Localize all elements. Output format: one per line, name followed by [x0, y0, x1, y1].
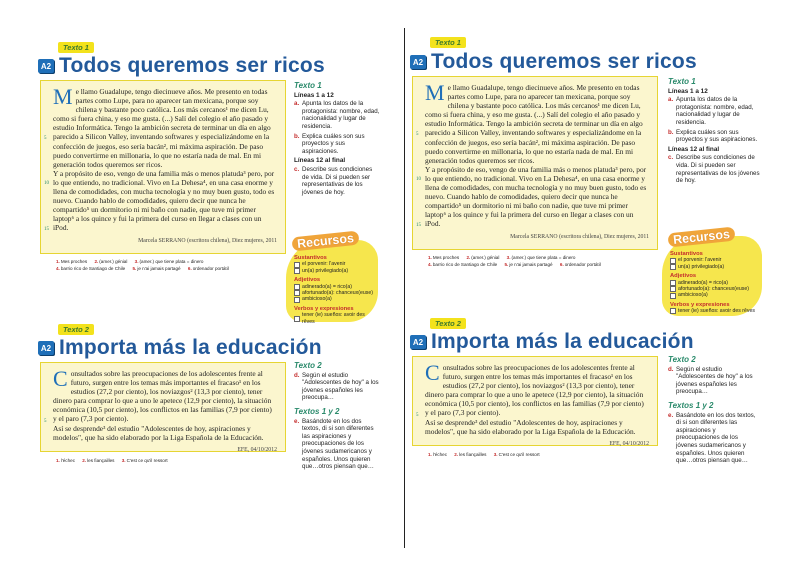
text1-paragraph-2: Y a propósito de eso, vengo de una familia más o menos platuda³ pero, por lo que entiendo, no tradicional. Vivo en La Dehesa⁴, en una casa enorme y llena de comodidades, con mucha tecnología y no muy buen gusto, todo es nuevo. Cuando hablo de comodidades, quiero decir que nunca he compartido⁵ un dormitorio ni mi baño con nadie, que tuve mi primer laptop⁶ a los quince y fui la primera del curso en llegar a clases con un iPod.	[53, 168, 275, 233]
questions-texto2: Texto 2 d. Según el estudio "Adolescentes de hoy" a los jóvenes españoles les preocupa… Textos 1 y 2 e. Basándote en los dos textos, di si son diferentes las aspiraciones y preocupaciones de los jóvenes sudamericanos y españoles. Unos quieren que…otros piensan que…	[294, 361, 379, 471]
title1: Todos queremos ser ricos	[431, 50, 697, 73]
checkbox-icon	[294, 290, 300, 296]
title2: Importa más la educación	[59, 336, 322, 359]
recursos-title: Recursos	[291, 231, 359, 252]
text2-box	[412, 356, 658, 446]
texto2-tag: Texto 2	[58, 324, 94, 335]
line-number-15: 15	[44, 227, 49, 232]
checkbox-icon	[670, 280, 676, 286]
questions-texto1: Texto 1 Líneas 1 a 12 a. Apunta los datos de la protagonista: nombre, edad, nacionalidad y lugar de residencia. b. Explica cuáles son sus proyectos y sus aspiraciones. Líneas 12 al final c. Describe sus condiciones de vida. Di si pueden ser representativas de los jóvenes de hoy.	[294, 81, 380, 196]
text2-box	[40, 362, 286, 452]
texto2-tag: Texto 2	[430, 318, 466, 329]
line-number-5: 5	[44, 419, 47, 424]
line-number-5: 5	[44, 136, 47, 141]
text1-credit: Marcela SERRANO (escritora chilena), Diez mujeres, 2011	[510, 233, 649, 240]
texto1-tag: Texto 1	[430, 37, 466, 48]
text2-footnotes: 1.l'échec 2.les fiançailles 3.C'est ce qu'il ressort	[428, 452, 540, 457]
text1-paragraph-1: e llamo Guadalupe, tengo diecinueve años. Me presento en todas partes como Lupe, para no aparecer tan mexicana, porque soy chilena y bastante poco católica. Los más cercanos¹ me dicen Lu, como si fuera china, y eso me gusta. (...) Salí del colegio el año pasado y estudio Informática. Tengo la ambición secreta de terminar un día en algo parecido a Silicon Valley, inventando softwares y especializándome en la confección de juegos, eso sería bacán², mi máxima aspiración. De paso puedo convertirme en millonaria, lo que no estaría nada de mal. En mi generación todos queremos ser ricos.	[425, 83, 643, 165]
texto1-tag: Texto 1	[58, 42, 94, 53]
checkbox-icon	[670, 258, 676, 264]
checkbox-icon	[670, 264, 676, 270]
checkbox-icon	[670, 308, 676, 314]
text2-paragraph-1: onsultados sobre las preocupaciones de los adolescentes frente al futuro, surgen entre los temas más importantes el fracaso¹ en los estudios (27,2 por ciento), los noviazgos² (13,3 por ciento), tener dinero para comprar lo que a uno le apetece (12,9 por ciento), la situación económica (10,5 por ciento), los conflictos en las familias (7,9 por ciento) y el paro (7,3 por ciento).	[425, 363, 644, 418]
text2-paragraph-1: onsultados sobre las preocupaciones de los adolescentes frente al futuro, surgen entre los temas más importantes el fracaso¹ en los estudios (27,2 por ciento), los noviazgos² (13,3 por ciento), tener dinero para comprar lo que a uno le apetece (12,9 por ciento), la situación económica (10,5 por ciento), los conflictos en las familias (7,9 por ciento) y el paro (7,3 por ciento).	[53, 369, 272, 424]
level-badge: A2	[410, 55, 426, 69]
text1-credit: Marcela SERRANO (escritora chilena), Diez mujeres, 2011	[138, 237, 277, 244]
title1: Todos queremos ser ricos	[59, 54, 325, 77]
text1-paragraph-1: e llamo Guadalupe, tengo diecinueve años. Me presento en todas partes como Lupe, para no aparecer tan mexicana, porque soy chilena y bastante poco católica. Los más cercanos¹ me dicen Lu, como si fuera china, y eso me gusta. (...) Salí del colegio el año pasado y estudio Informática. Tengo la ambición secreta de terminar un día en algo parecido a Silicon Valley, inventando softwares y especializándome en la confección de juegos, eso sería bacán², mi máxima aspiración. De paso puedo convertirme en millonaria, lo que no estaría nada de mal. En mi generación todos queremos ser ricos.	[53, 87, 271, 169]
title2: Importa más la educación	[431, 330, 694, 353]
title2-row	[410, 330, 694, 354]
dropcap: M	[53, 84, 73, 109]
line-number-10: 10	[44, 181, 49, 186]
text1-paragraph-2: Y a propósito de eso, vengo de una familia más o menos platuda³ pero, por lo que entiendo, no tradicional. Vivo en La Dehesa⁴, en una casa enorme y llena de comodidades, con mucha tecnología y no muy buen gusto, todo es nuevo. Cuando hablo de comodidades, quiero decir que nunca he compartido⁵ un dormitorio ni mi baño con nadie, que tuve mi primer laptop⁶ a los quince y fui la primera del curso en llegar a clases con un iPod.	[425, 164, 647, 229]
text2-credit: EFE, 04/10/2012	[237, 446, 277, 453]
level-badge: A2	[410, 335, 426, 349]
checkbox-icon	[294, 284, 300, 290]
checkbox-icon	[294, 262, 300, 268]
text2-footnotes: 1.l'échec 2.les fiançailles 3.C'est ce qu'il ressort	[56, 458, 168, 463]
checkbox-icon	[670, 286, 676, 292]
checkbox-icon	[294, 268, 300, 274]
line-number-15: 15	[416, 223, 421, 228]
checkbox-icon	[294, 297, 300, 303]
recursos-content: Sustantivos el porvenir: l'avenir un(a) privilegiado(a) Adjetivos adinerado(a) = rico(a) afortunado(a): chanceux(euse) ambicioso(a) Verbos y expresiones tener (ie) sueños: avoir des rêves	[294, 255, 373, 325]
text2-paragraph-2: Así se desprende³ del estudio "Adolescentes de hoy, aspiraciones y modelos", que ha sido elaborado por la Liga Española de la Educación.	[425, 417, 636, 436]
recursos-title: Recursos	[667, 227, 735, 248]
right-page	[400, 0, 800, 565]
text1-box	[40, 80, 286, 254]
line-number-10: 10	[416, 177, 421, 182]
text1-footnotes: 1.Mes proches 2.(amer.) génial 3.(amer.) que tiene plata = dinero	[428, 255, 576, 260]
checkbox-icon	[670, 293, 676, 299]
text2-credit: EFE, 04/10/2012	[609, 440, 649, 447]
checkbox-icon	[294, 316, 300, 322]
questions-texto2: Texto 2 d. Según el estudio "Adolescentes de hoy" a los jóvenes españoles les preocupa… Textos 1 y 2 e. Basándote en los dos textos, di si son diferentes las aspiraciones y preocupaciones de los jóvenes sudamericanos y españoles. Unos quieren que…otros piensan que…	[668, 355, 756, 465]
questions-texto1: Texto 1 Líneas 1 a 12 a. Apunta los datos de la protagonista: nombre, edad, nacionalidad y lugar de residencia. b. Explica cuáles son sus proyectos y sus aspiraciones. Líneas 12 al final c. Describe sus condiciones de vida. Di si pueden ser representativas de los jóvenes de hoy.	[668, 77, 760, 185]
title1-row	[38, 54, 325, 78]
text1-box	[412, 76, 658, 250]
line-number-5: 5	[416, 132, 419, 137]
text1-footnotes: 1.Mes proches 2.(amer.) génial 3.(amer.) que tiene plata = dinero	[56, 259, 204, 264]
text2-paragraph-2: Así se desprende³ del estudio "Adolescentes de hoy, aspiraciones y modelos", que ha sido elaborado por la Liga Española de la Educación.	[53, 423, 264, 442]
title2-row	[38, 336, 322, 360]
text1-footnotes-2: 4.barrio rico de Santiago de Chile 5.je n'ai jamais partagé 6.ordenador portátil	[56, 266, 229, 271]
dropcap: C	[53, 366, 68, 391]
level-badge: A2	[38, 59, 54, 73]
dropcap: M	[425, 80, 445, 105]
title1-row	[410, 50, 697, 74]
text1-footnotes-2: 4.barrio rico de Santiago de Chile 5.je n'ai jamais partagé 6.ordenador portátil	[428, 262, 601, 267]
recursos-content: Sustantivos el porvenir: l'avenir un(a) privilegiado(a) Adjetivos adinerado(a) = rico(a) afortunado(a): chanceux(euse) ambicioso(a) Verbos y expresiones tener (ie) sueños: avoir des rêves	[670, 251, 755, 315]
dropcap: C	[425, 360, 440, 385]
line-number-5: 5	[416, 413, 419, 418]
level-badge: A2	[38, 341, 54, 355]
